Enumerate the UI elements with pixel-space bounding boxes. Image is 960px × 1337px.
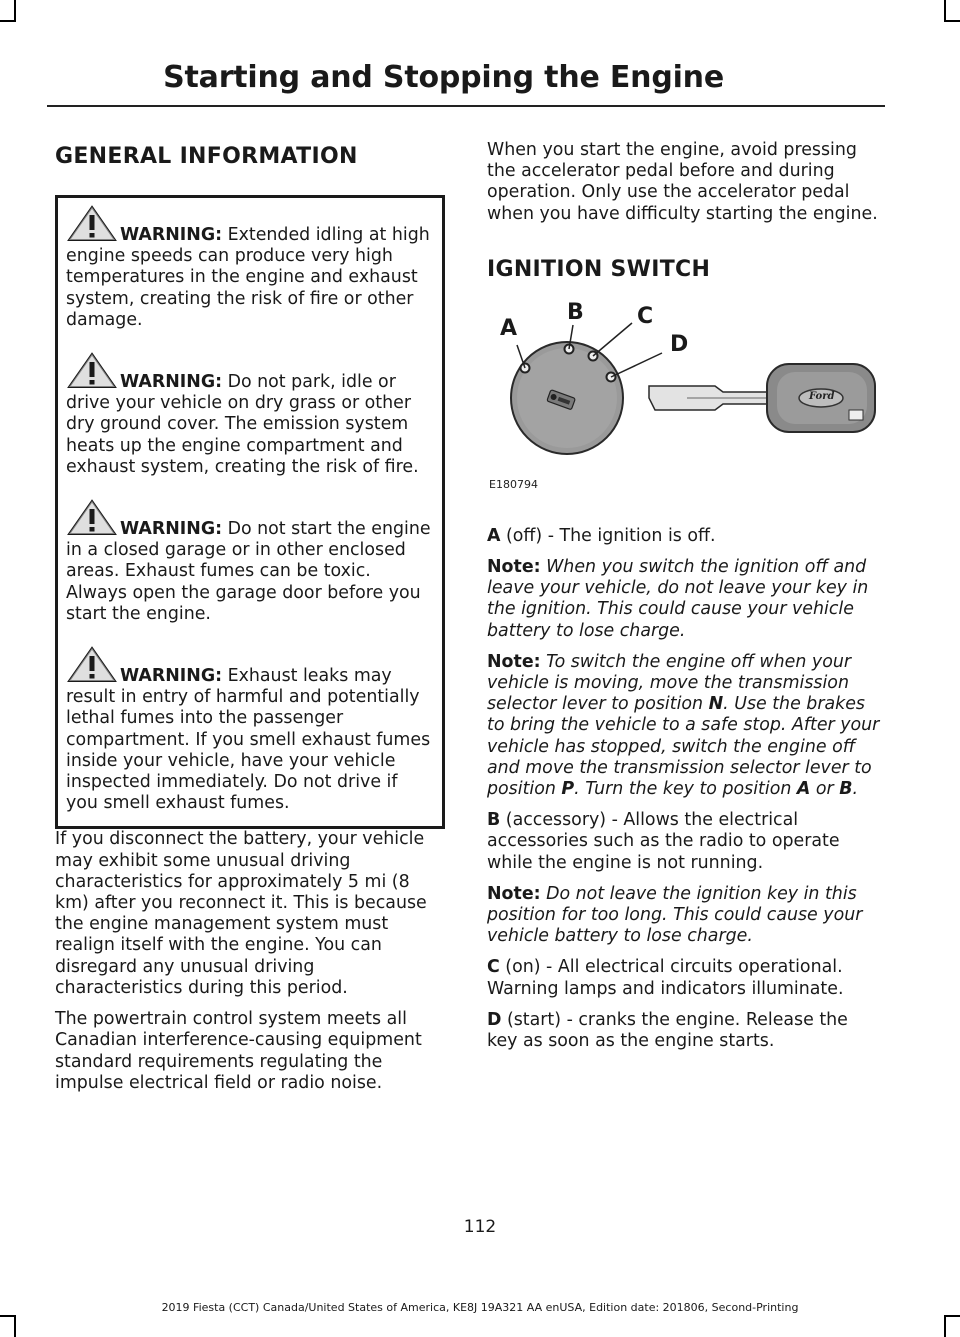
ignition-key-illustration [487,298,880,478]
ignition-position-b [487,810,880,874]
warning-item [66,498,434,625]
figure-label-c: C [637,303,654,329]
figure-label-b: B [567,299,584,325]
note-label: Note: [487,557,541,578]
crop-mark [944,1315,946,1337]
note-key: B [839,779,853,800]
crop-mark [944,0,946,22]
note-key: P [561,779,575,800]
note-key: A [796,779,811,800]
warning-triangle-icon [66,204,118,244]
ignition-switch-figure [487,298,880,498]
crop-mark [0,20,16,22]
warning-triangle-icon [66,351,118,391]
crop-mark [14,1315,16,1337]
warning-box [55,195,445,829]
position-key: D [487,1009,502,1030]
body-paragraph: If you disconnect the battery, your vehicle may exhibit some unusual driving characteristics for approximately 5 mi (8 km) after you reconnect it. This is because the engine management system must realign itself with the engine. You can disregard any unusual driving characteristics during this period. [55,829,427,998]
warning-label: WARNING: [120,225,223,245]
warning-label: WARNING: [120,666,223,687]
warning-item [66,645,434,814]
section-heading-ignition-switch: IGNITION SWITCH [487,256,711,282]
position-text: (off) - The ignition is off. [500,525,716,546]
note-text: . Turn the key to position [574,779,797,800]
note-text: . Use the brakes to bring the vehicle to a safe stop. After your vehicle has stopped, switch the engine off and move the transmission selector lever to position [487,694,880,800]
crop-mark [944,20,960,22]
ignition-position-d [487,1010,880,1052]
warning-text: Do not start the engine in a closed garage or in other enclosed areas. Exhaust fumes can be toxic. Always open the garage door before you start the engine. [66,519,431,624]
right-column [487,140,880,1062]
figure-label-a: A [500,315,518,341]
note [487,652,880,800]
section-heading-general-information: GENERAL INFORMATION [55,144,358,169]
note-text: . [852,779,859,800]
warning-label: WARNING: [120,372,223,393]
note-text: When you switch the ignition off and leave your vehicle, do not leave your key in the ignition. This could cause your vehicle battery to lose charge. [487,557,869,641]
note-label: Note: [487,651,541,672]
header-rule [47,105,885,107]
warning-item [66,351,434,478]
note-key: N [708,694,724,715]
note-text: To switch the engine off when your vehicle is moving, move the transmission selector lever to position [487,651,852,715]
page-number: 112 [463,1217,497,1237]
note [487,884,880,948]
ignition-position-a [487,526,880,547]
note-text: or [810,779,840,800]
position-key: C [487,957,500,978]
left-column [55,140,445,1104]
note-label: Note: [487,883,541,904]
crop-mark [14,0,16,22]
body-paragraph: The powertrain control system meets all Canadian interference-causing equipment standard requirements regulating the impulse electrical field or radio noise. [55,1009,422,1093]
figure-id: E180794 [489,477,538,491]
warning-label: WARNING: [120,519,223,540]
position-text: (accessory) - Allows the electrical accessories such as the radio to operate while the engine is not running. [487,810,840,873]
body-paragraph: When you start the engine, avoid pressing the accelerator pedal before and during operation. Only use the accelerator pedal when you have difficulty starting the engine. [487,140,878,224]
position-key: B [487,810,501,831]
warning-text: Extended idling at high engine speeds can produce very high temperatures in the engine and exhaust system, creating the risk of fire or other damage. [66,225,430,330]
warning-text: Exhaust leaks may result in entry of harmful and potentially lethal fumes into the passenger compartment. If you smell exhaust fumes inside your vehicle, have your vehicle inspected immediately. Do not drive if you smell exhaust fumes. [66,666,431,814]
page-header-title: Starting and Stopping the Engine [163,60,724,95]
key-brand-logo: Ford [809,390,835,402]
position-key: A [487,525,501,546]
crop-mark [944,1315,960,1317]
crop-mark [0,1315,16,1317]
position-text: (on) - All electrical circuits operational. Warning lamps and indicators illuminate. [487,957,844,999]
warning-triangle-icon [66,645,118,685]
ignition-position-c [487,957,880,999]
warning-triangle-icon [66,498,118,538]
note-text: Do not leave the ignition key in this position for too long. This could cause your vehicle battery to lose charge. [487,883,863,947]
warning-text: Do not park, idle or drive your vehicle on dry grass or other dry ground cover. The emission system heats up the engine compartment and exhaust system, creating the risk of fire. [66,372,419,477]
position-text: (start) - cranks the engine. Release the key as soon as the engine starts. [487,1009,848,1052]
warning-item [66,204,434,331]
page-footer: 2019 Fiesta (CCT) Canada/United States of America, KE8J 19A321 AA enUSA, Edition date: 201806, Second-Printing [161,1301,799,1314]
figure-label-d: D [670,331,689,357]
note [487,557,880,642]
